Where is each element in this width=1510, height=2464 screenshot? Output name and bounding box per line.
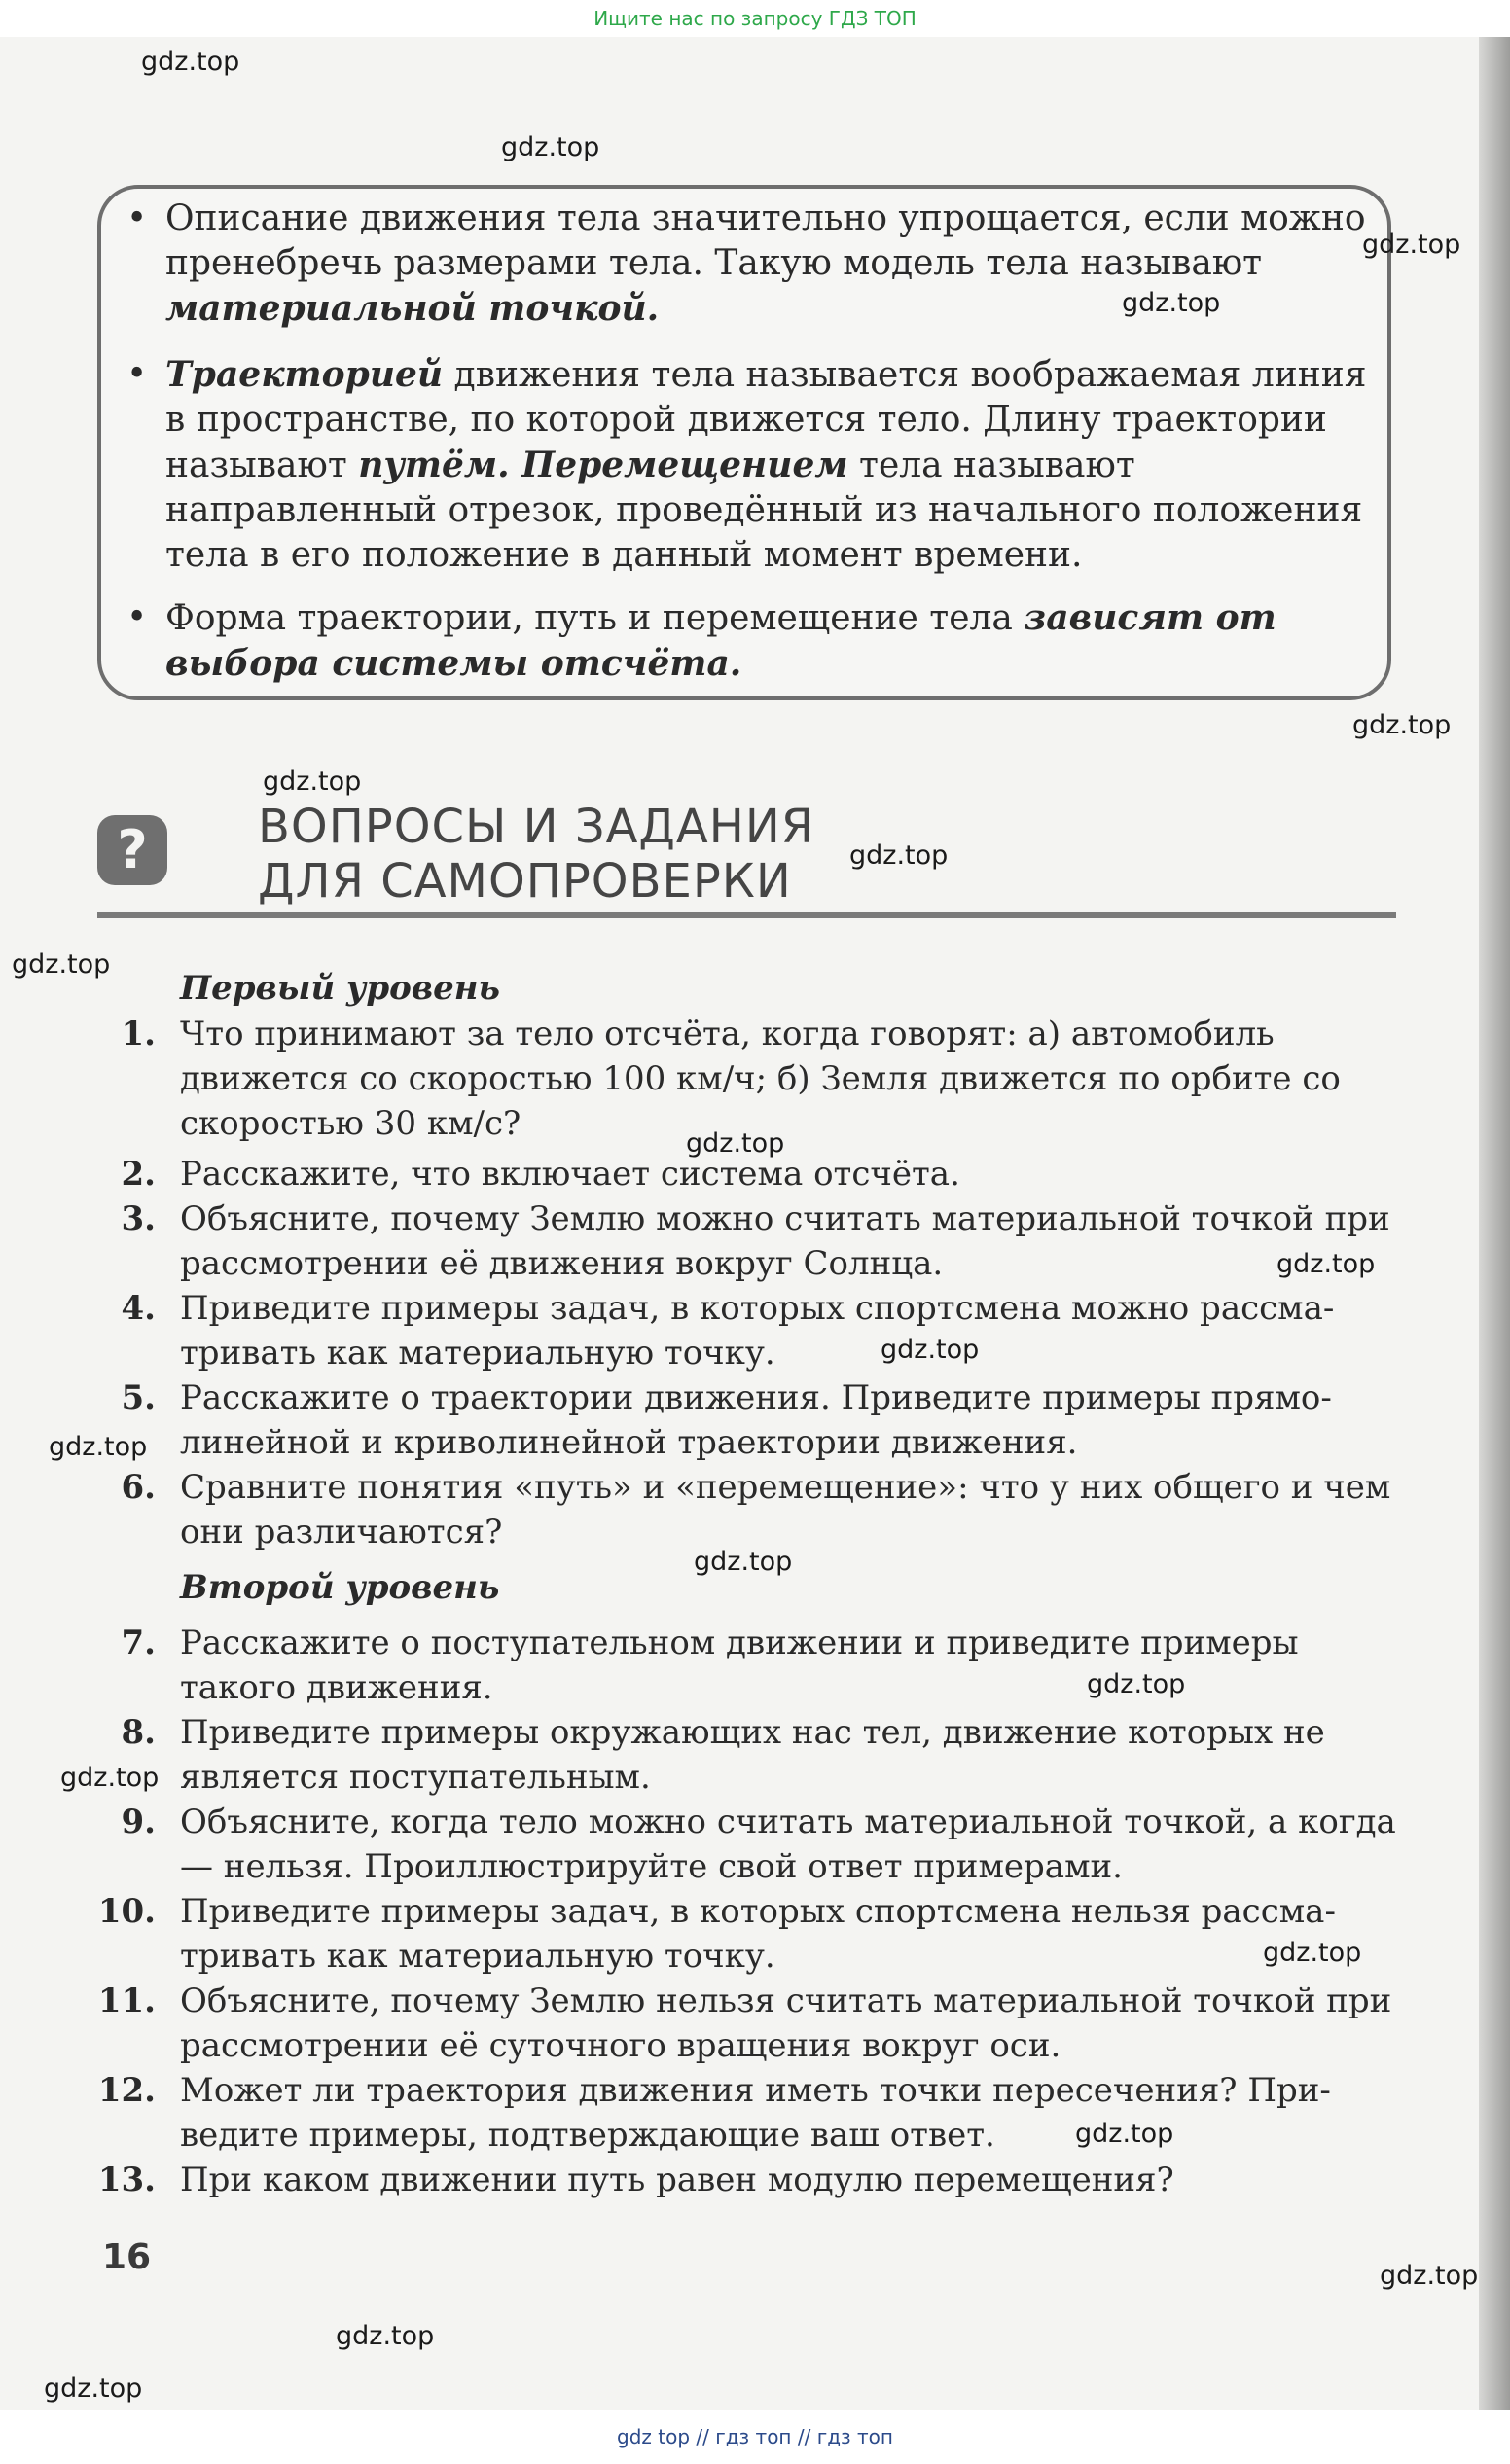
watermark: gdz.top (1362, 230, 1461, 260)
watermark: gdz.top (501, 132, 600, 162)
watermark: gdz.top (849, 840, 949, 871)
bullet-dot-icon: • (126, 354, 148, 394)
watermark: gdz.top (881, 1335, 980, 1365)
term-trajectory: Траекторией (165, 354, 444, 395)
watermark: gdz.top (1263, 1938, 1362, 1968)
watermark: gdz.top (1352, 710, 1452, 740)
bullet-dot-icon: • (126, 597, 148, 637)
term-material-point: материальной точкой. (165, 288, 660, 329)
watermark: gdz.top (1276, 1249, 1376, 1279)
watermark: gdz.top (49, 1432, 148, 1462)
section-title: ВОПРОСЫ И ЗАДАНИЯ ДЛЯ САМОПРОВЕРКИ (258, 800, 815, 909)
watermark: gdz.top (263, 767, 362, 797)
watermark: gdz.top (336, 2321, 435, 2351)
bottom-banner[interactable]: gdz top // гдз топ // гдз топ (0, 2410, 1510, 2464)
watermark: gdz.top (1380, 2261, 1479, 2291)
level-heading-second: Второй уровень (180, 1568, 500, 1607)
level-heading-first: Первый уровень (180, 969, 500, 1008)
top-banner[interactable]: Ищите нас по запросу ГДЗ ТОП (0, 0, 1510, 37)
watermark: gdz.top (1075, 2119, 1174, 2149)
watermark: gdz.top (1087, 1669, 1186, 1699)
watermark: gdz.top (686, 1128, 785, 1159)
watermark: gdz.top (44, 2374, 143, 2404)
term-path-displacement: путём. Перемещением (358, 445, 848, 485)
question-mark-icon: ? (97, 815, 167, 885)
page-edge-shadow (1479, 37, 1510, 2410)
watermark: gdz.top (12, 949, 111, 980)
watermark: gdz.top (694, 1547, 793, 1577)
title-divider (97, 912, 1396, 918)
watermark: gdz.top (141, 47, 240, 77)
watermark: gdz.top (60, 1763, 160, 1793)
page-number: 16 (102, 2237, 152, 2277)
bullet-dot-icon: • (126, 198, 148, 238)
watermark: gdz.top (1122, 288, 1221, 318)
term-reference-frame: зависят от выбора системы отсчёта. (165, 597, 1276, 684)
